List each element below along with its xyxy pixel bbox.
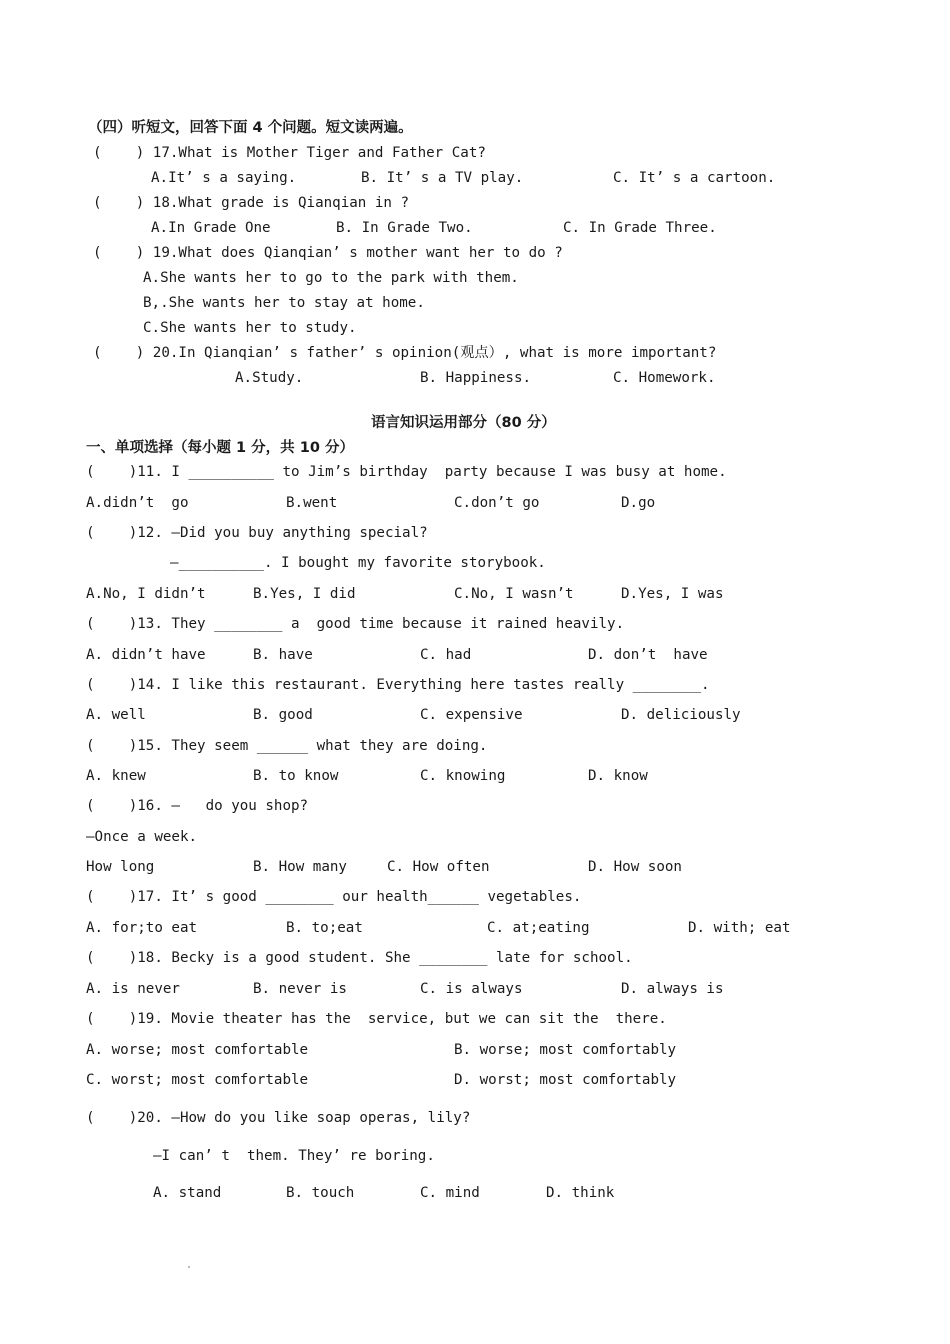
q20-option-b: B. touch	[286, 1185, 355, 1201]
q17-option-d: D. with; eat	[688, 920, 791, 936]
q18-option-b: B. never is	[253, 981, 347, 997]
listening-heading: （四）听短文，回答下面 4 个问题。短文读两遍。	[88, 120, 413, 136]
q20-stem: ( )20. —How do you like soap operas, lily?	[86, 1110, 471, 1126]
q11-option-b: B.went	[286, 495, 338, 511]
q16-option-d: D. How soon	[588, 859, 682, 875]
q16-option-c: C. How often	[387, 859, 490, 875]
q13-option-d: D. don’t have	[588, 647, 708, 663]
listening-q18-option-b: B. In Grade Two.	[336, 220, 473, 236]
listening-q19-option-b: B,.She wants her to stay at home.	[143, 295, 425, 311]
q15-stem: ( )15. They seem ______ what they are doing.	[86, 738, 488, 754]
listening-q20-option-a: A.Study.	[235, 370, 304, 386]
listening-q18-stem: ( ) 18.What grade is Qianqian in ?	[93, 195, 410, 211]
q13-option-c: C. had	[420, 647, 472, 663]
q20-stem-line2: —I can’ t them. They’ re boring.	[153, 1148, 435, 1164]
q17-stem: ( )17. It’ s good ________ our health______ vegetables.	[86, 889, 582, 905]
q16-option-b: B. How many	[253, 859, 347, 875]
q12-stem-line2: —__________. I bought my favorite storybook.	[170, 555, 546, 571]
listening-q20-stem: ( ) 20.In Qianqian’ s father’ s opinion(观点）, what is more important?	[93, 345, 717, 361]
q13-option-a: A. didn’t have	[86, 647, 206, 663]
q12-option-d: D.Yes, I was	[621, 586, 724, 602]
listening-q17-option-b: B. It’ s a TV play.	[361, 170, 524, 186]
q11-stem: ( )11. I __________ to Jim’s birthday party because I was busy at home.	[86, 464, 727, 480]
q16-stem-line2: —Once a week.	[86, 829, 198, 845]
q14-option-c: C. expensive	[420, 707, 523, 723]
q16-option-a: How long	[86, 859, 155, 875]
q18-option-c: C. is always	[420, 981, 523, 997]
q16-stem: ( )16. — do you shop?	[86, 798, 309, 814]
q13-option-b: B. have	[253, 647, 313, 663]
q17-option-a: A. for;to eat	[86, 920, 198, 936]
q13-stem: ( )13. They ________ a good time because it rained heavily.	[86, 616, 625, 632]
q20-option-c: C. mind	[420, 1185, 480, 1201]
listening-q17-stem: ( ) 17.What is Mother Tiger and Father Cat?	[93, 145, 486, 161]
q18-option-d: D. always is	[621, 981, 724, 997]
listening-q19-stem: ( ) 19.What does Qianqian’ s mother want her to do ?	[93, 245, 563, 261]
q12-option-c: C.No, I wasn’t	[454, 586, 574, 602]
listening-q20-option-c: C. Homework.	[613, 370, 716, 386]
q14-option-d: D. deliciously	[621, 707, 741, 723]
q11-option-d: D.go	[621, 495, 656, 511]
q12-stem: ( )12. —Did you buy anything special?	[86, 525, 428, 541]
listening-q17-option-c: C. It’ s a cartoon.	[613, 170, 776, 186]
q17-option-b: B. to;eat	[286, 920, 363, 936]
q15-option-a: A. knew	[86, 768, 146, 784]
q20-option-a: A. stand	[153, 1185, 222, 1201]
listening-q18-option-a: A.In Grade One	[151, 220, 271, 236]
q14-option-a: A. well	[86, 707, 146, 723]
listening-q17-option-a: A.It’ s a saying.	[151, 170, 297, 186]
part1-heading: 一、单项选择（每小题 1 分，共 10 分）	[86, 440, 354, 456]
q15-option-b: B. to know	[253, 768, 339, 784]
q11-option-c: C.don’t go	[454, 495, 540, 511]
q14-option-b: B. good	[253, 707, 313, 723]
q11-option-a: A.didn’t go	[86, 495, 189, 511]
q19-stem: ( )19. Movie theater has the service, but we can sit the there.	[86, 1011, 667, 1027]
listening-q19-option-a: A.She wants her to go to the park with them.	[143, 270, 519, 286]
q15-option-c: C. knowing	[420, 768, 506, 784]
listening-q20-option-b: B. Happiness.	[420, 370, 532, 386]
listening-q19-option-c: C.She wants her to study.	[143, 320, 357, 336]
q20-option-d: D. think	[546, 1185, 615, 1201]
q19-option-a: A. worse; most comfortable	[86, 1042, 309, 1058]
q18-stem: ( )18. Becky is a good student. She ________ late for school.	[86, 950, 633, 966]
section-title: 语言知识运用部分（80 分）	[371, 415, 556, 431]
q19-option-b: B. worse; most comfortably	[454, 1042, 677, 1058]
q12-option-a: A.No, I didn’t	[86, 586, 206, 602]
q14-stem: ( )14. I like this restaurant. Everything here tastes really ________.	[86, 677, 710, 693]
q18-option-a: A. is never	[86, 981, 180, 997]
scan-speck	[188, 1266, 190, 1268]
q15-option-d: D. know	[588, 768, 648, 784]
q19-option-c: C. worst; most comfortable	[86, 1072, 309, 1088]
q19-option-d: D. worst; most comfortably	[454, 1072, 677, 1088]
q17-option-c: C. at;eating	[487, 920, 590, 936]
listening-q18-option-c: C. In Grade Three.	[563, 220, 717, 236]
q12-option-b: B.Yes, I did	[253, 586, 356, 602]
